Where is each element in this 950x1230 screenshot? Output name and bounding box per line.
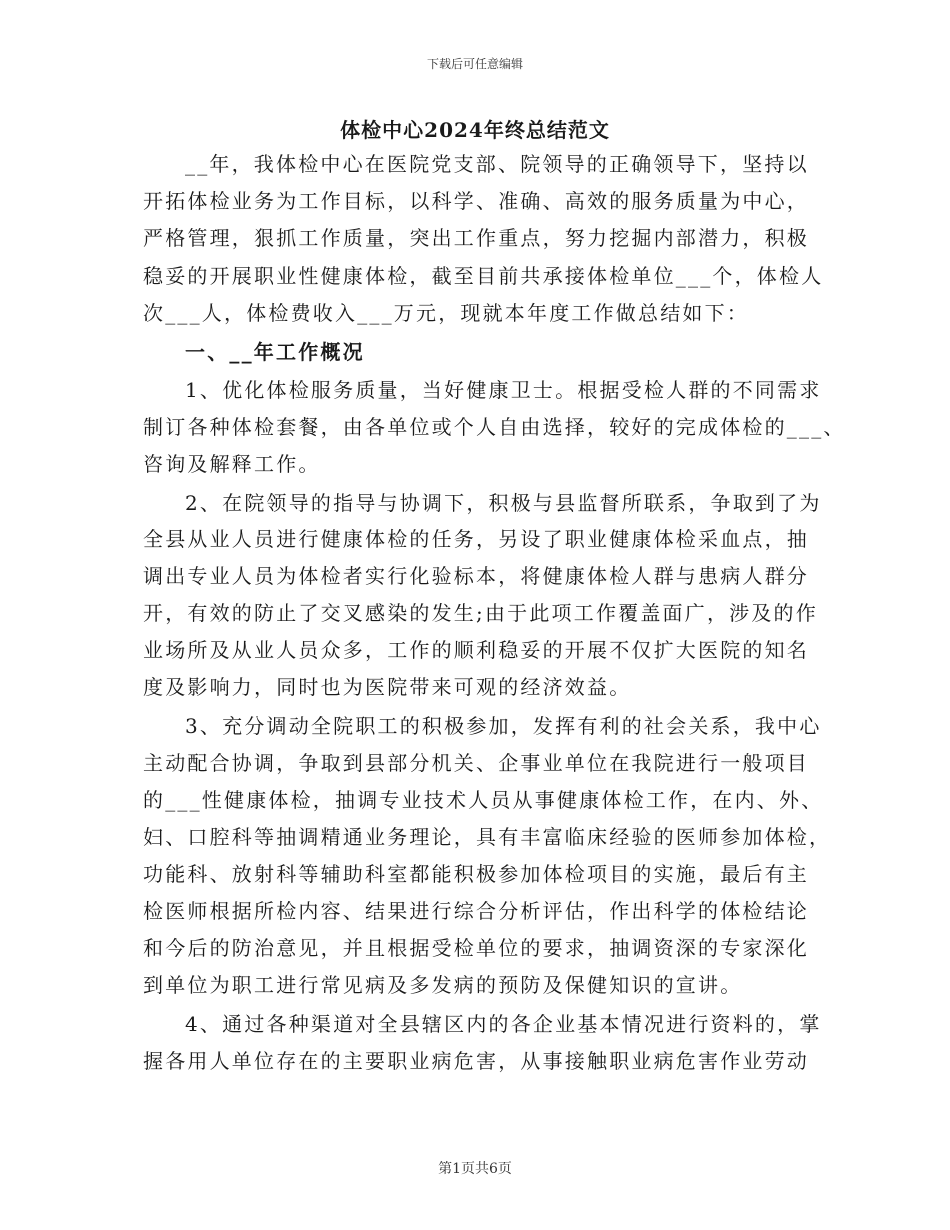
body-line: 严格管理，狠抓工作质量，突出工作重点，努力挖掘内部潜力，积极 (143, 226, 809, 250)
body-line: __年，我体检中心在医院党支部、院领导的正确领导下，坚持以 (185, 152, 809, 176)
body-line: 3、充分调动全院职工的积极参加，发挥有利的社会关系，我中心 (185, 714, 822, 738)
body-line: 开，有效的防止了交叉感染的发生;由于此项工作覆盖面广，涉及的作 (143, 601, 818, 625)
body-line: 4、通过各种渠道对全县辖区内的各企业基本情况进行资料的，掌 (185, 1012, 822, 1036)
body-line: 1、优化体检服务质量，当好健康卫士。根据受检人群的不同需求 (185, 378, 822, 402)
document-title: 体检中心2024年终总结范文 (340, 118, 610, 142)
body-line: 检医师根据所检内容、结果进行综合分析评估，作出科学的体检结论 (143, 899, 809, 923)
page-header: 下载后可任意编辑 (426, 57, 523, 71)
body-line: 稳妥的开展职业性健康体检，截至目前共承接体检单位___个，体检人 (143, 264, 824, 288)
body-line: 咨询及解释工作。 (143, 452, 321, 476)
body-line: 次___人，体检费收入___万元，现就本年度工作做总结如下： (143, 301, 749, 325)
body-line: 全县从业人员进行健康体检的任务，另设了职业健康体检采血点，抽 (143, 527, 809, 551)
body-line: 制订各种体检套餐，由各单位或个人自由选择，较好的完成体检的___、 (143, 415, 846, 439)
body-line: 主动配合协调，争取到县部分机关、企事业单位在我院进行一般项目 (143, 751, 809, 775)
body-line: 调出专业人员为体检者实行化验标本，将健康体检人群与患病人群分 (143, 564, 809, 588)
body-line: 和今后的防治意见，并且根据受检单位的要求，抽调资深的专家深化 (143, 936, 809, 960)
body-line: 度及影响力，同时也为医院带来可观的经济效益。 (143, 675, 632, 699)
page-footer: 第1页共6页 (438, 1161, 512, 1177)
body-line: 的___性健康体检，抽调专业技术人员从事健康体检工作，在内、外、 (143, 788, 824, 812)
body-line: 妇、口腔科等抽调精通业务理论，具有丰富临床经验的医师参加体检， (143, 825, 832, 849)
body-line: 功能科、放射科等辅助科室都能积极参加体检项目的实施，最后有主 (143, 862, 809, 886)
body-line: 握各用人单位存在的主要职业病危害，从事接触职业病危害作业劳动 (143, 1049, 809, 1073)
body-line: 开拓体检业务为工作目标，以科学、准确、高效的服务质量为中心， (143, 189, 809, 213)
body-line: 2、在院领导的指导与协调下，积极与县监督所联系，争取到了为 (185, 491, 822, 515)
body-line: 到单位为职工进行常见病及多发病的预防及保健知识的宣讲。 (143, 973, 743, 997)
body-line: 业场所及从业人员众多，工作的顺利稳妥的开展不仅扩大医院的知名 (143, 638, 809, 662)
section-heading: 一、__年工作概况 (185, 340, 365, 364)
